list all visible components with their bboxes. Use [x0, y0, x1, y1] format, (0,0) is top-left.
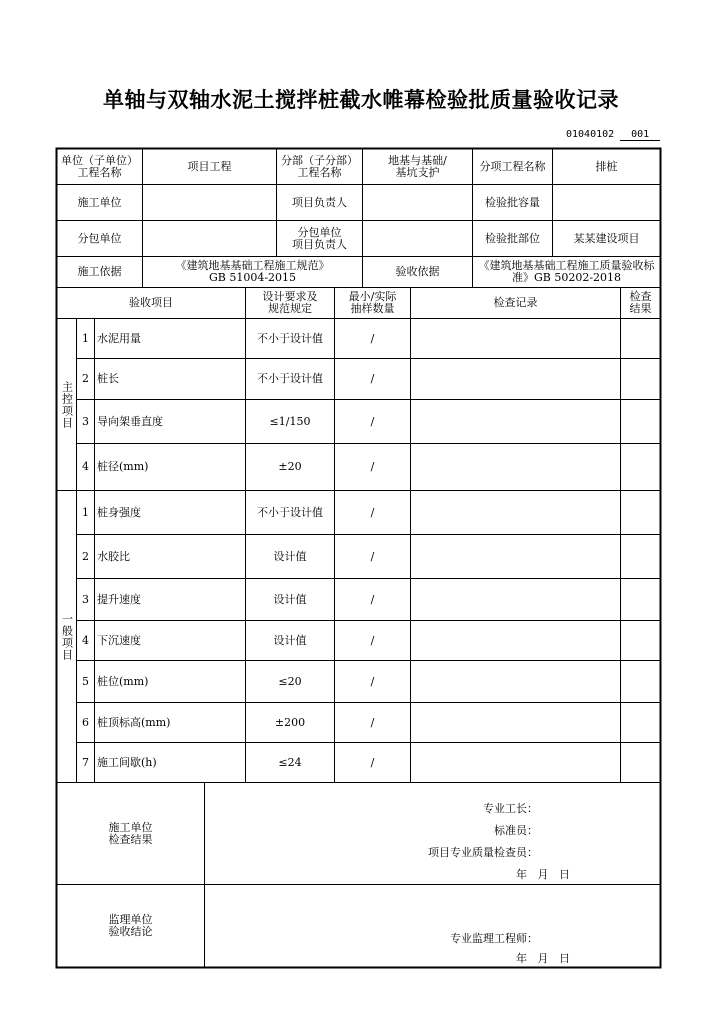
form-serial-number: 001	[620, 129, 660, 141]
batch-part-label: 检验批部位	[485, 231, 540, 245]
general-item-name: 桩身强度	[97, 505, 141, 519]
division-name-label: 分部（子分部） 工程名称	[281, 153, 358, 179]
general-item-sample: /	[370, 633, 375, 647]
main-item-no: 4	[82, 460, 89, 473]
main-item-sample: /	[370, 331, 375, 345]
general-item-sample: /	[370, 755, 375, 769]
general-item-req: ≤20	[278, 674, 302, 688]
construction-basis-value: 《建筑地基基础工程施工规范》 GB 51004-2015	[175, 259, 330, 284]
subitem-name-label: 分项工程名称	[479, 159, 546, 173]
contractor-check-date: 年 月 日	[516, 868, 570, 881]
standards-officer-signature: 标准员：	[494, 824, 538, 837]
main-item-no: 3	[82, 414, 89, 428]
batch-part-value: 某某建设项目	[573, 231, 640, 245]
general-item-req: 不小于设计值	[257, 505, 323, 519]
main-item-sample: /	[370, 414, 375, 428]
division-name-value: 地基与基础/ 基坑支护	[388, 153, 447, 179]
general-item-no: 3	[82, 592, 89, 606]
form-code-number: 01040102	[566, 129, 615, 140]
main-item-no: 2	[82, 372, 89, 385]
general-item-req: 设计值	[273, 549, 307, 563]
general-item-req: 设计值	[273, 592, 307, 606]
subcontractor-label: 分包单位	[77, 231, 122, 245]
general-item-no: 5	[82, 674, 89, 688]
main-item-req: ≤1/150	[269, 414, 311, 428]
contractor-check-label: 施工单位 检查结果	[108, 820, 153, 846]
general-item-sample: /	[370, 549, 375, 563]
project-manager-label: 项目负责人	[292, 195, 347, 209]
general-group-label: 一般项目	[60, 612, 74, 661]
main-item-sample: /	[370, 372, 375, 385]
general-item-sample: /	[370, 505, 375, 519]
main-control-group-label: 主控项目	[60, 380, 74, 429]
general-item-sample: /	[370, 592, 375, 606]
main-item-sample: /	[370, 460, 375, 473]
general-item-sample: /	[370, 674, 375, 688]
general-item-no: 4	[82, 633, 89, 647]
general-item-name: 下沉速度	[97, 633, 141, 647]
general-item-no: 1	[82, 505, 89, 519]
column-record: 检查记录	[493, 296, 538, 309]
supervisor-check-label: 监理单位 验收结论	[108, 913, 153, 938]
foreman-signature: 专业工长：	[483, 802, 538, 815]
main-item-req: ±20	[278, 460, 302, 473]
supervisor-check-date: 年 月 日	[516, 952, 570, 965]
general-item-name: 水胶比	[97, 549, 130, 563]
main-item-req: 不小于设计值	[257, 372, 323, 385]
general-item-no: 6	[82, 715, 89, 729]
general-item-sample: /	[370, 715, 375, 729]
main-item-no: 1	[82, 331, 89, 345]
general-item-name: 提升速度	[97, 592, 141, 606]
acceptance-basis-label: 验收依据	[395, 265, 440, 278]
acceptance-basis-value: 《建筑地基基础工程施工质量验收标 准》GB 50202-2018	[478, 259, 655, 284]
contractor-label: 施工单位	[77, 195, 122, 209]
general-item-name: 桩顶标高(mm)	[97, 715, 171, 729]
column-sample: 最小/实际 抽样数量	[348, 290, 397, 315]
supervision-engineer-signature: 专业监理工程师：	[450, 932, 538, 945]
column-design: 设计要求及 规范规定	[262, 290, 318, 315]
general-item-req: ≤24	[278, 755, 302, 769]
main-item-name: 桩长	[97, 372, 119, 385]
main-item-name: 导向架垂直度	[97, 414, 163, 428]
form-title: 单轴与双轴水泥土搅拌桩截水帷幕检验批质量验收记录	[103, 88, 619, 112]
general-item-no: 2	[82, 549, 89, 563]
sub-project-manager-label: 分包单位 项目负责人	[292, 225, 347, 251]
general-item-req: ±200	[274, 715, 306, 729]
quality-inspector-signature: 项目专业质量检查员：	[428, 846, 538, 859]
construction-basis-label: 施工依据	[77, 265, 122, 278]
general-item-req: 设计值	[273, 633, 307, 647]
column-item: 验收项目	[129, 296, 173, 309]
subitem-name-value: 排桩	[595, 159, 618, 173]
batch-capacity-label: 检验批容量	[485, 195, 540, 209]
unit-name-value: 项目工程	[187, 159, 232, 173]
unit-name-label: 单位（子单位） 工程名称	[61, 153, 138, 179]
main-item-name: 桩径(mm)	[97, 460, 149, 473]
general-item-name: 桩位(mm)	[97, 674, 149, 688]
general-item-no: 7	[82, 755, 89, 769]
main-item-req: 不小于设计值	[257, 331, 323, 345]
general-item-name: 施工间歇(h)	[97, 755, 157, 769]
column-result: 检查 结果	[629, 290, 652, 315]
main-item-name: 水泥用量	[97, 331, 141, 345]
form-code	[566, 129, 660, 141]
